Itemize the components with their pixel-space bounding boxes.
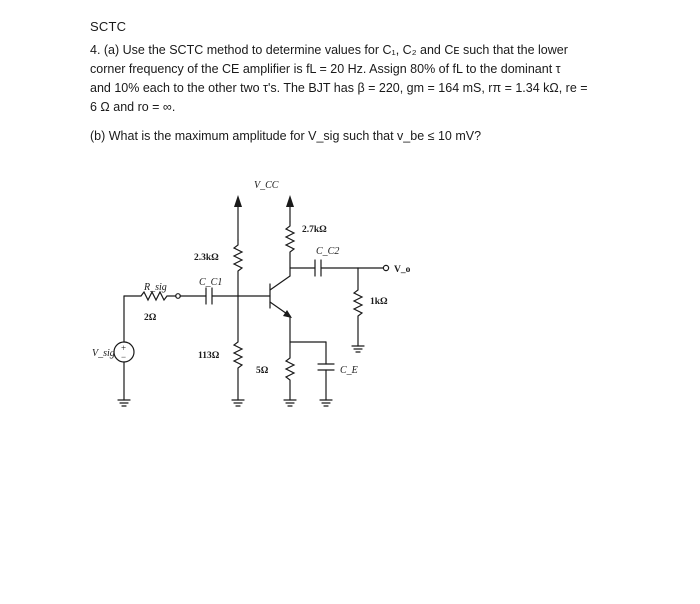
emitter-arrow [283,310,292,318]
source-minus-sign: − [121,352,127,362]
vsig-label: V_sig [92,348,115,359]
rl-value: 1kΩ [370,297,388,307]
re-resistor [286,316,294,400]
r2-value: 113Ω [198,351,220,361]
part-b-line: (b) What is the maximum amplitude for V_sig such that v_be ≤ 10 mV? [90,129,482,143]
rsig-resistor [124,292,176,300]
vo-terminal [383,265,388,270]
document-heading: SCTC [90,19,127,34]
part-a-line-1: 4. (a) Use the SCTC method to determine values for C₁, C₂ and Cᴇ such that the lower [90,43,568,57]
vcc-label: V_CC [254,180,279,191]
vo-label: V_o [394,265,411,275]
rsig-label: R_sig [144,282,167,293]
cc1-label: C_C1 [199,277,223,288]
r2-resistor [234,296,242,400]
vcc-arrow-right [286,195,294,207]
source-plus-sign: + [121,343,127,353]
rsig-value: 2Ω [144,313,157,323]
r1-resistor [234,240,242,296]
rc-value: 2.7kΩ [302,225,327,235]
part-a-line-3: and 10% each to the other two τ's. The BJT has β = 220, gm = 164 mS, rπ = 1.34 kΩ, re = [90,81,588,95]
ce-label: C_E [340,365,358,376]
cc2-label: C_C2 [316,246,340,257]
part-a-line-4: 6 Ω and ro = ∞. [90,100,176,114]
r1-value: 2.3kΩ [194,253,219,263]
vcc-arrow-left [234,195,242,207]
rl-resistor [354,268,362,346]
part-a-line-2: corner frequency of the CE amplifier is fL = 20 Hz. Assign 80% of fL to the dominant τ [90,62,561,76]
re-value: 5Ω [256,366,269,376]
